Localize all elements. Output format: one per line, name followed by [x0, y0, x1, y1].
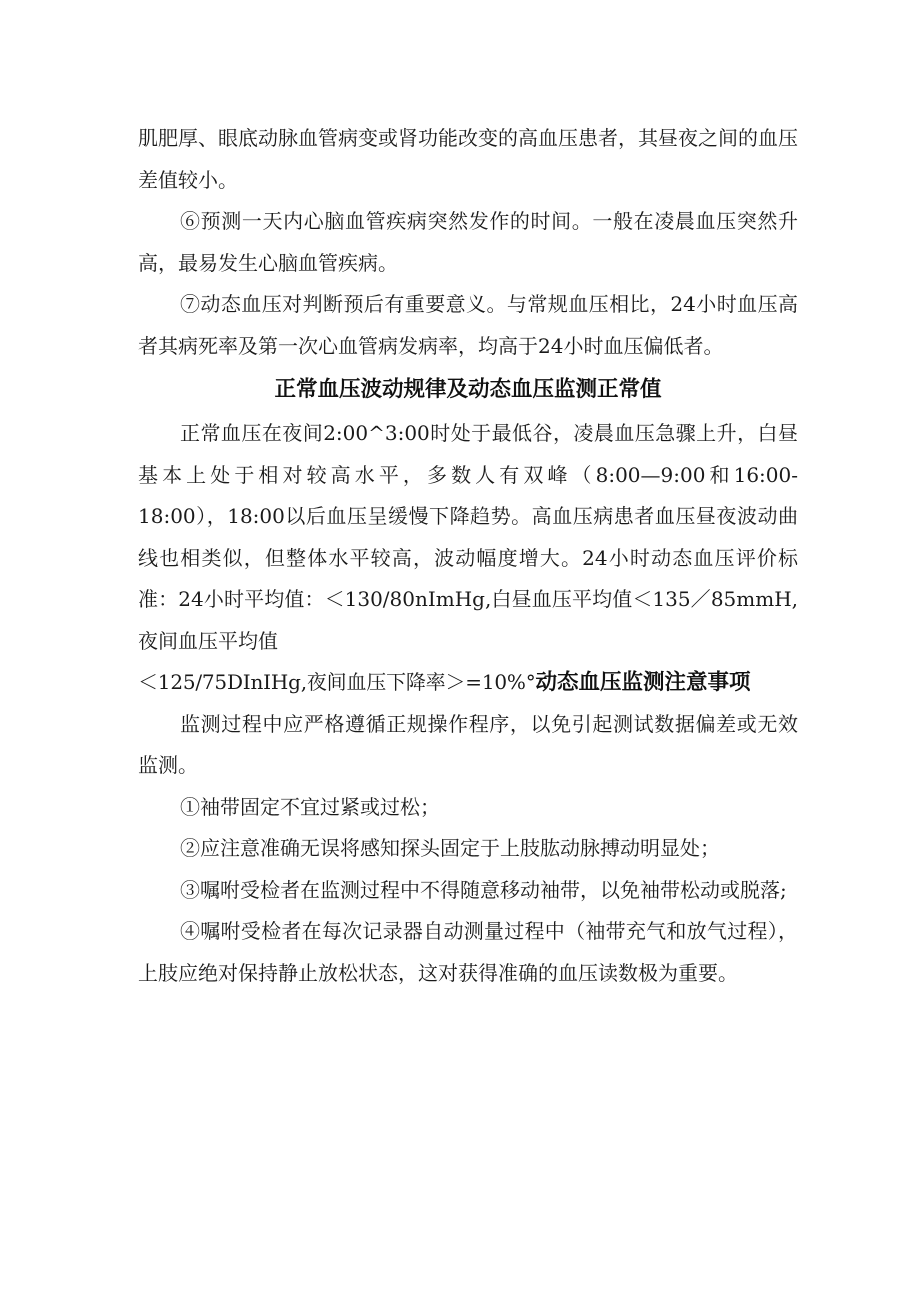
paragraph-normal-fluctuation-text: 正常血压在夜间2:00^3:00时处于最低谷，凌晨血压急骤上升，白昼基本上处于相对较高水平，多数人有双峰（8:00—9:00和16:00-18:00），18:00以后血压呈缓慢下降趋势。高血压病患者血压昼夜波动曲线也相类似，但整体水平较高，波动幅度增大。24小时动态血压评价标准：24小时平均值：＜130/80nImHg,白昼血压平均值＜135／85mmH,夜间血压平均值	[138, 421, 798, 653]
list-item-cuff-movement: ③嘱咐受检者在监测过程中不得随意移动袖带，以免袖带松动或脱落;	[180, 877, 787, 902]
list-item-arm-still: ④嘱咐受检者在每次记录器自动测量过程中（袖带充气和放气过程），上肢应绝对保持静止放松状态，这对获得准确的血压读数极为重要。	[138, 919, 798, 985]
list-item-cuff-tightness: ①袖带固定不宜过紧或过松；	[180, 794, 440, 819]
paragraph-normal-fluctuation-last-line: ＜125/75DInIHg,夜间血压下降率＞=10%°	[138, 670, 536, 694]
paragraph-normal-fluctuation	[138, 413, 798, 704]
paragraph-predict-onset-time: ⑥预测一天内心脑血管疾病突然发作的时间。一般在凌晨血压突然升高，最易发生心脑血管疾病。	[138, 209, 798, 275]
paragraph-monitoring-procedure: 监测过程中应严格遵循正规操作程序，以免引起测试数据偏差或无效监测。	[138, 711, 798, 777]
list-item-sensor-placement: ②应注意准确无误将感知探头固定于上肢肱动脉搏动明显处；	[180, 836, 720, 860]
paragraph-prognosis: ⑦动态血压对判断预后有重要意义。与常规血压相比，24小时血压高者其病死率及第一次心血管病发病率，均高于24小时血压偏低者。	[138, 292, 798, 358]
section-heading-normal-values: 正常血压波动规律及动态血压监测正常值	[274, 377, 662, 402]
section-heading-precautions: 动态血压监测注意事项	[535, 670, 751, 695]
document-page	[138, 118, 798, 994]
paragraph-left-ventricular-hypertrophy: 肌肥厚、眼底动脉血管病变或肾功能改变的高血压患者，其昼夜之间的血压差值较小。	[138, 126, 798, 192]
